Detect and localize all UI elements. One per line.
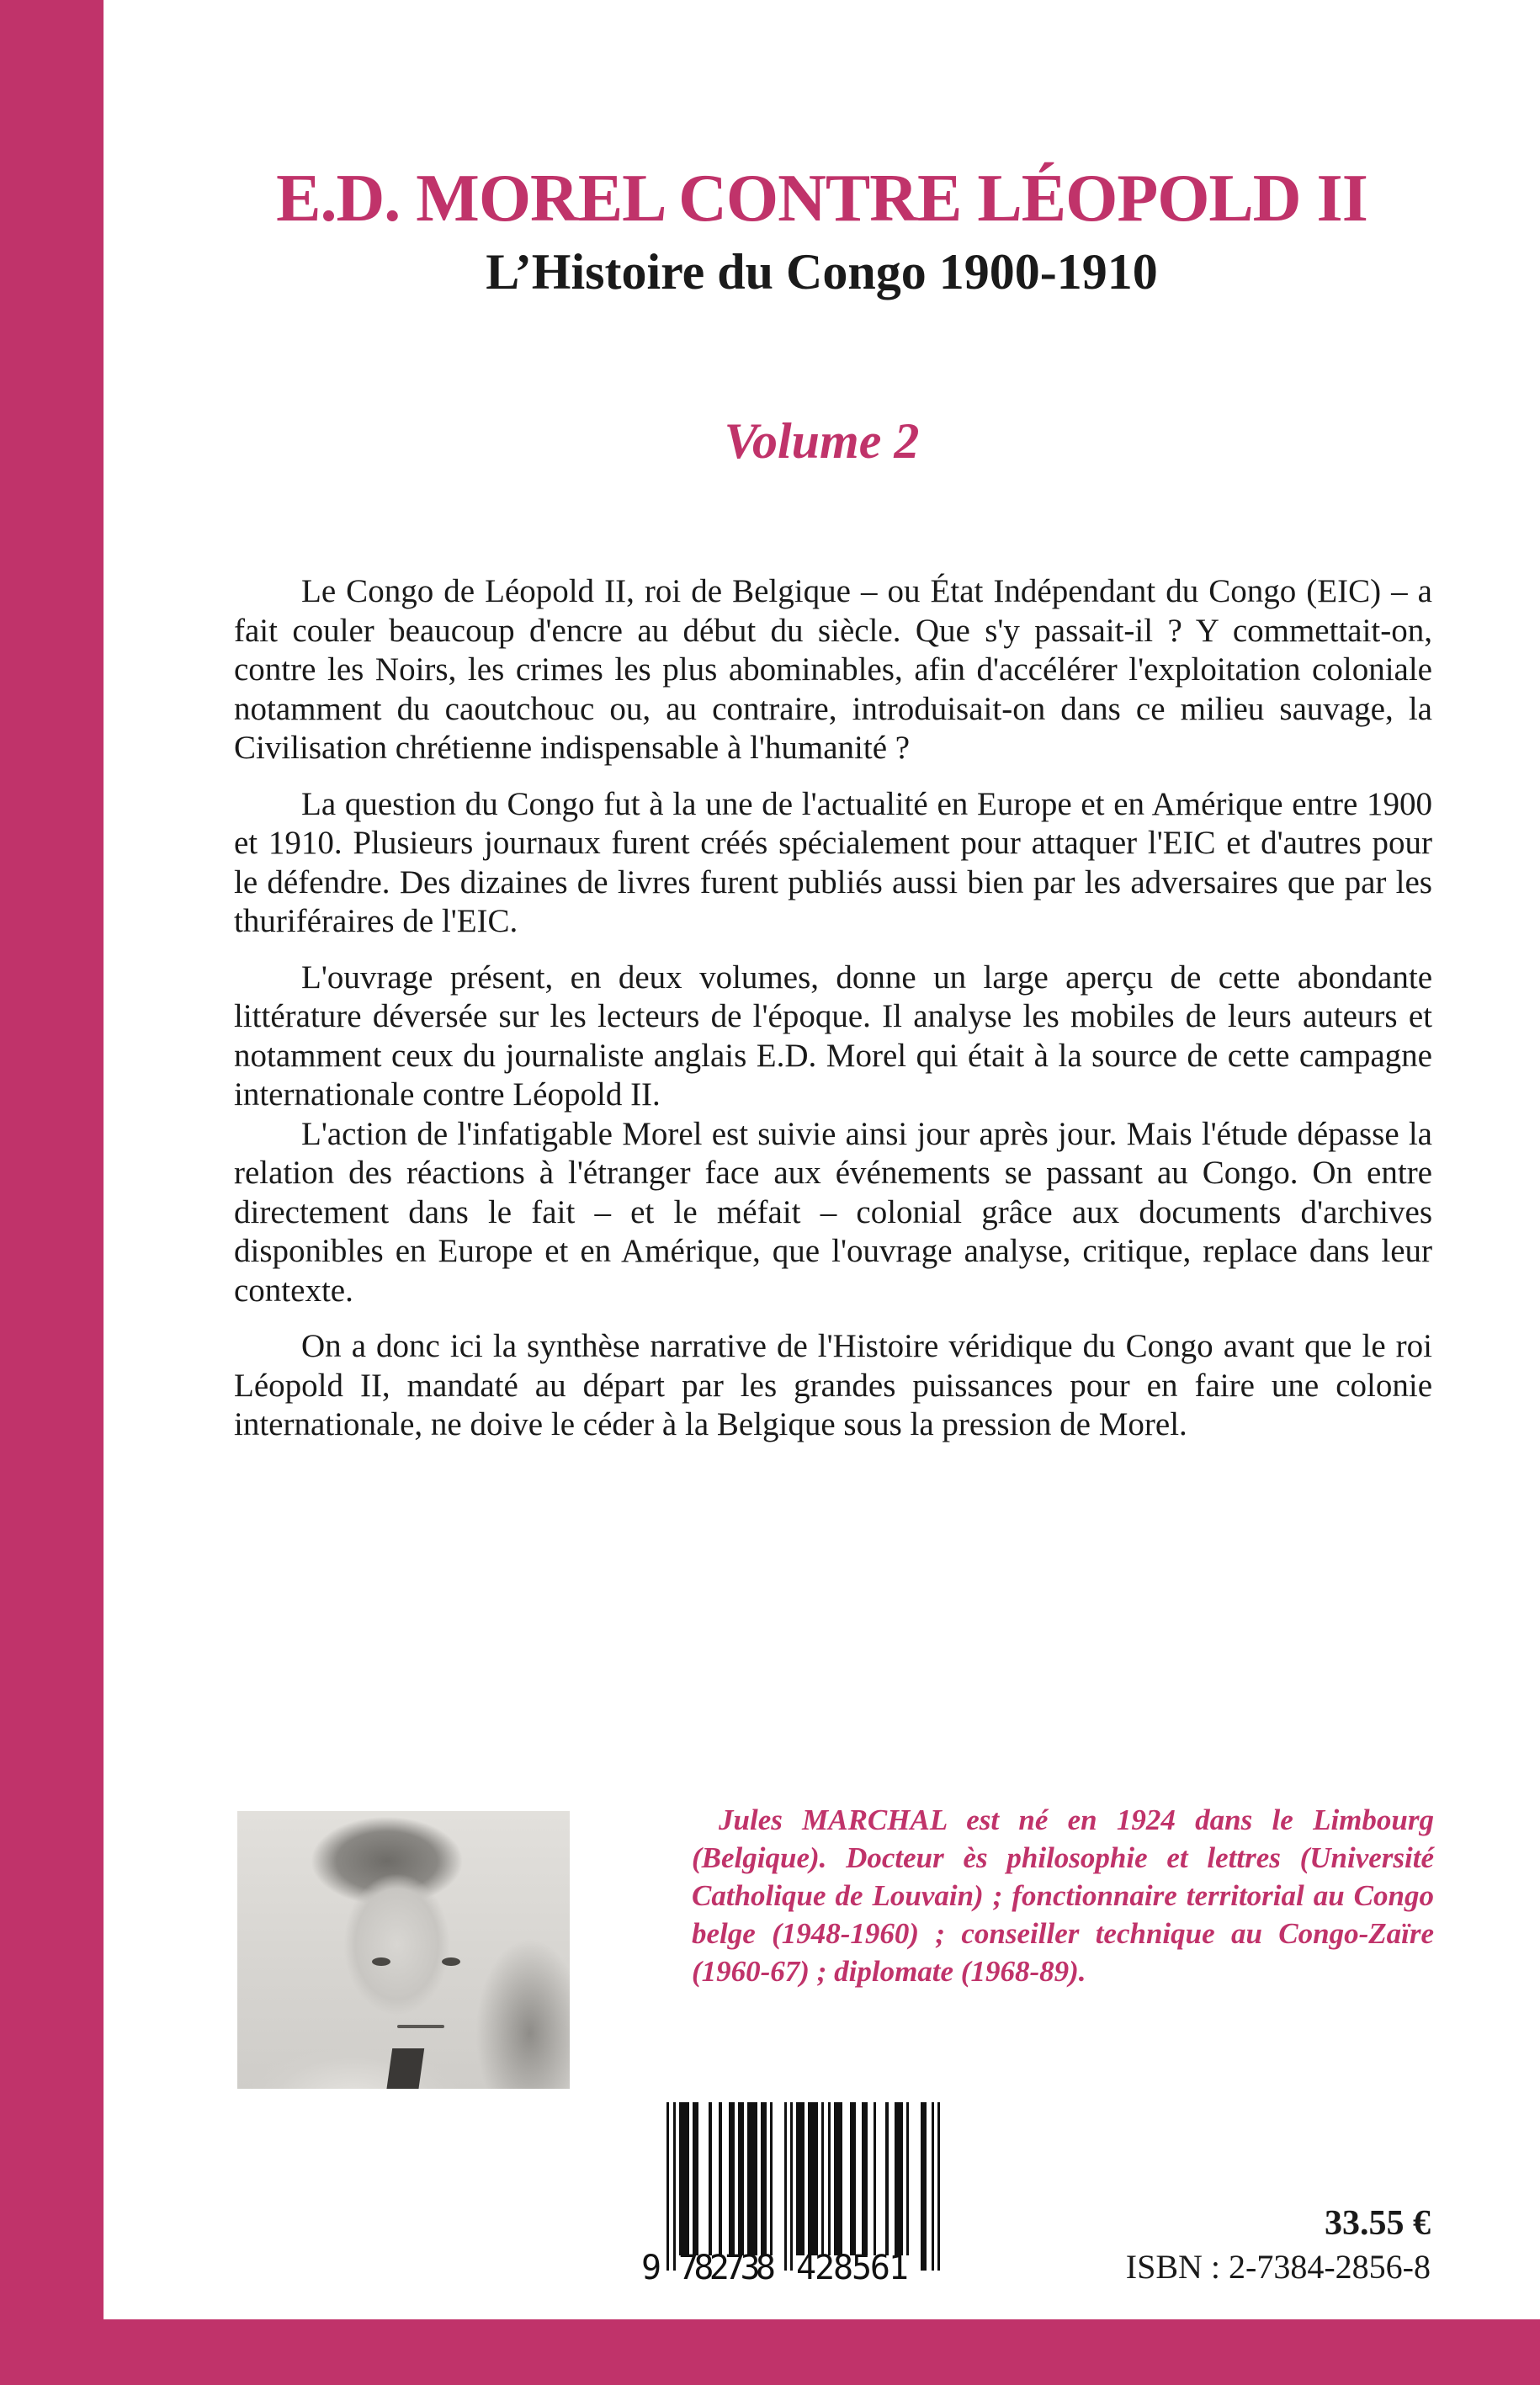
- photo-mouth: [397, 2025, 444, 2028]
- isbn-label: ISBN : 2-7384-2856-8: [1125, 2248, 1431, 2286]
- bottom-color-band: [0, 2319, 1540, 2385]
- barcode-icon: [641, 2102, 946, 2283]
- left-color-strip: [0, 0, 104, 2385]
- isbn-barcode: [641, 2102, 946, 2283]
- svg-text:782738: 782738: [678, 2249, 776, 2283]
- blurb-paragraph: Le Congo de Léopold II, roi de Belgique – ou État Indépendant du Congo (EIC) – a fait couler beaucoup d'encre au début du siècle. Que s'y passait-il ? Y commettait-on, contre les Noirs, les crimes les plus abominables, afin d'accélérer l'exploitation coloniale notamment du caoutchouc ou, au contraire, introduisait-on dans ce milieu sauvage, la Civilisation chrétienne indispensable à l'humanité ?: [234, 573, 1432, 766]
- back-cover-blurb: [234, 572, 1432, 1462]
- photo-eye-right: [442, 1957, 460, 1966]
- svg-text:9: 9: [641, 2249, 662, 2283]
- svg-text:428561: 428561: [796, 2249, 909, 2283]
- photo-eye-left: [372, 1957, 390, 1966]
- author-bio: Jules MARCHAL est né en 1924 dans le Limbourg (Belgique). Docteur ès philosophie et lettres (Université Catholique de Louvain) ; fonctionnaire territorial au Congo belge (1948-1960) ; conseiller technique au Congo-Zaïre (1960-67) ; diplomate (1968-89).: [692, 1803, 1434, 1988]
- volume-label: Volume 2: [724, 413, 920, 469]
- blurb-paragraph: La question du Congo fut à la une de l'actualité en Europe et en Amérique entre 1900 et 1910. Plusieurs journaux furent créés spécialement pour attaquer l'EIC et d'autres pour le défendre. Des dizaines de livres furent publiés aussi bien par les adversaires que par les thuriféraires de l'EIC.: [234, 785, 1432, 939]
- photo-tie: [385, 2048, 424, 2089]
- price-label: 33.55 €: [1325, 2204, 1431, 2243]
- author-photo: [237, 1811, 570, 2089]
- blurb-paragraph: L'ouvrage présent, en deux volumes, donne un large aperçu de cette abondante littérature déversée sur les lecteurs de l'époque. Il analyse les mobiles de leurs auteurs et notamment ceux du journaliste anglais E.D. Morel qui était à la source de cette campagne internationale contre Léopold II.: [234, 959, 1432, 1113]
- blurb-paragraph: On a donc ici la synthèse narrative de l'Histoire véridique du Congo avant que le roi Léopold II, mandaté au départ par les grandes puissances pour en faire une colonie internationale, ne doive le céder à la Belgique sous la pression de Morel.: [234, 1328, 1432, 1442]
- book-subtitle: L’Histoire du Congo 1900-1910: [486, 244, 1158, 300]
- blurb-paragraph: L'action de l'infatigable Morel est suivie ainsi jour après jour. Mais l'étude dépasse la relation des réactions à l'étranger face aux événements se passant au Congo. On entre directement dans le fait – et le méfait – colonial grâce aux documents d'archives disponibles en Europe et en Amérique, que l'ouvrage analyse, critique, replace dans leur contexte.: [234, 1115, 1432, 1309]
- book-title: E.D. MOREL CONTRE LÉOPOLD II: [276, 162, 1367, 236]
